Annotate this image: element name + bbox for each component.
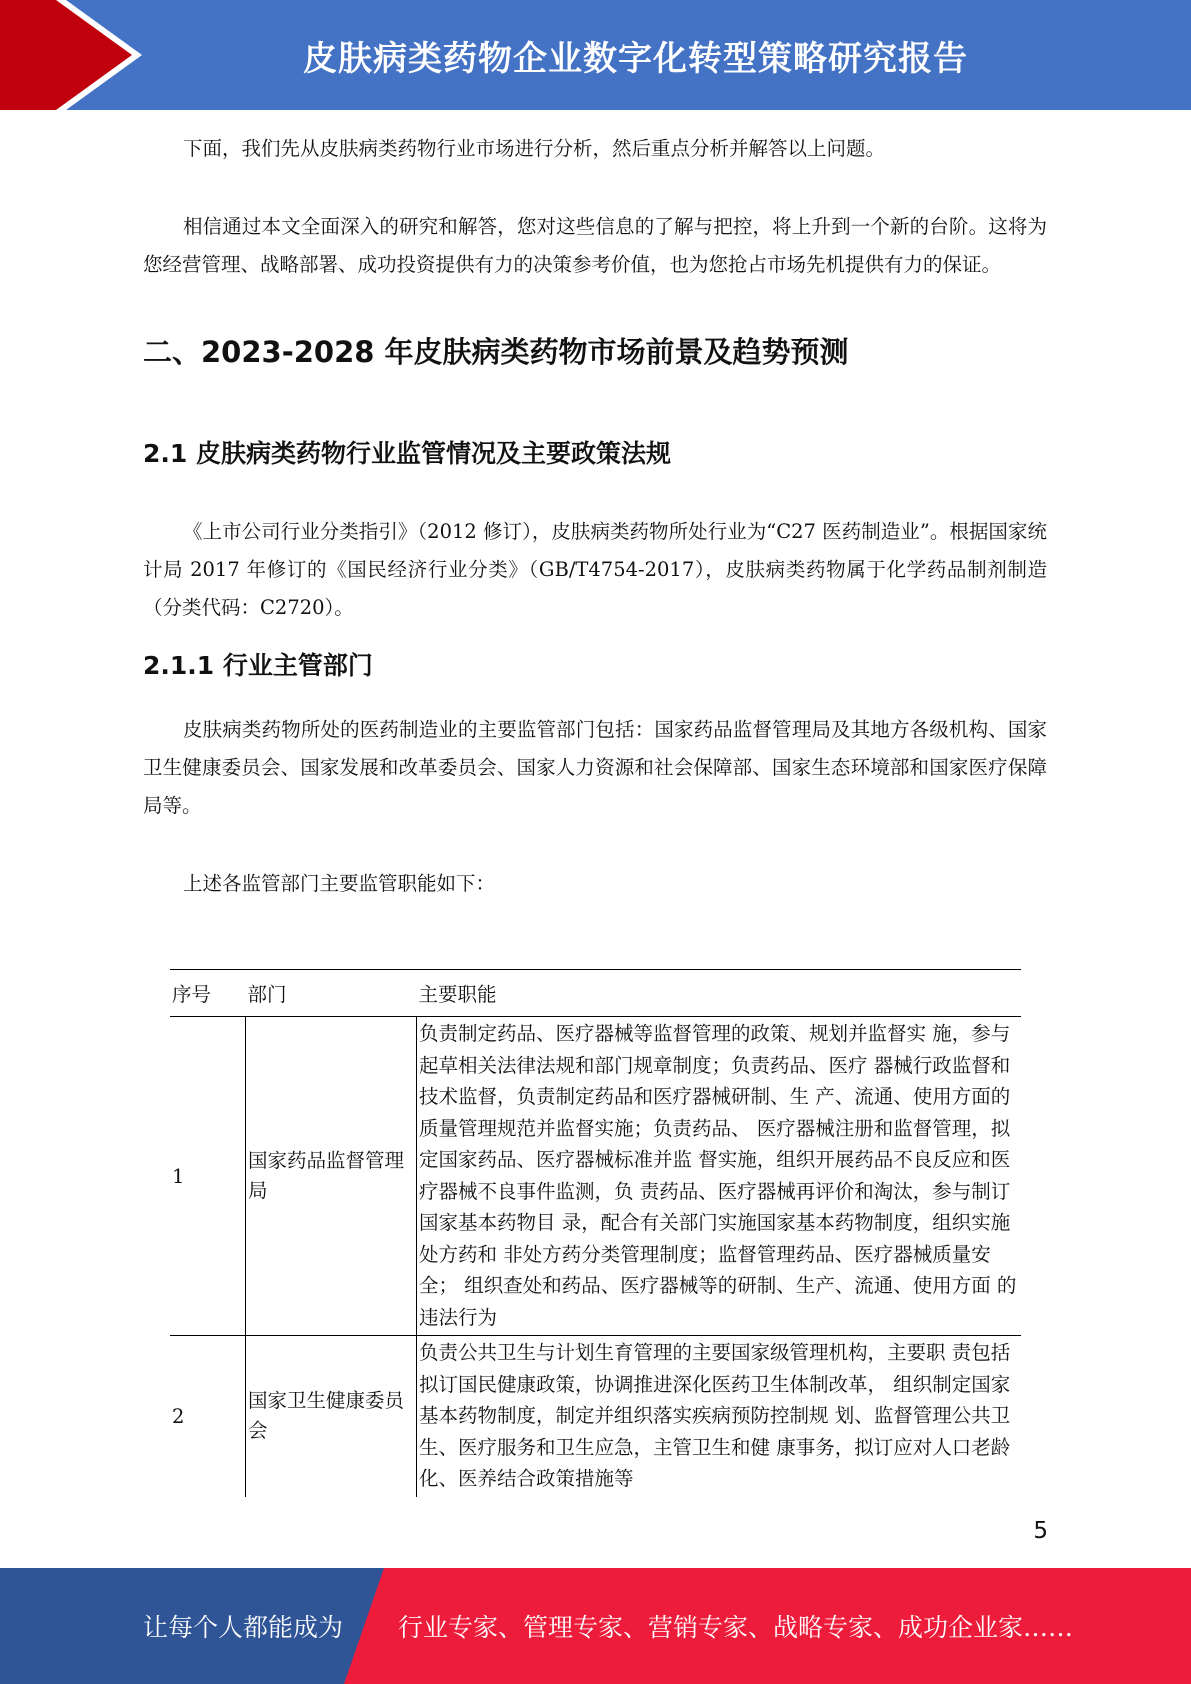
row-number: 1 <box>170 1017 246 1336</box>
department-duty: 负责制定药品、医疗器械等监督管理的政策、规划并监督实 施，参与起草相关法律法规和部门规章制度；负责药品、医疗 器械行政监督和技术监督，负责制定药品和医疗器械研制、生 产、流通、使用方面的质量管理规范并监督实施；负责药品、 医疗器械注册和监督管理，拟定国家药品、医疗器械标准并监 督实施，组织开展药品不良反应和医疗器械不良事件监测，负 责药品、医疗器械再评价和淘汰，参与制订国家基本药物目 录，配合有关部门实施国家基本药物制度，组织实施处方药和 非处方药分类管理制度；监督管理药品、医疗器械质量安全； 组织查处和药品、医疗器械等的研制、生产、流通、使用方面 的违法行为 <box>417 1017 1022 1336</box>
table-row <box>170 1017 1021 1336</box>
intro-paragraph-2: 相信通过本文全面深入的研究和解答，您对这些信息的了解与把控，将上升到一个新的台阶。这将为您经营管理、战略部署、成功投资提供有力的决策参考价值，也为您抢占市场先机提供有力的保证。 <box>143 215 1047 276</box>
header-cell-dept: 部门 <box>246 970 417 1017</box>
department-name: 国家卫生健康委员会 <box>246 1336 417 1497</box>
table-intro-paragraph: 上述各监管部门主要监管职能如下： <box>183 872 496 895</box>
footer-slogan-right: 行业专家、管理专家、营销专家、战略专家、成功企业家…… <box>398 1613 1074 1642</box>
section-heading-2: 二、2023-2028 年皮肤病类药物市场前景及趋势预测 <box>143 335 849 369</box>
header-arrow-icon <box>0 0 170 110</box>
page-footer-bar <box>0 1568 1191 1684</box>
department-duty: 负责公共卫生与计划生育管理的主要国家级管理机构，主要职 责包括拟订国民健康政策，协调推进深化医药卫生体制改革， 组织制定国家基本药物制度，制定并组织落实疾病预防控制规 划、监督管理公共卫生、医疗服务和卫生应急，主管卫生和健 康事务，拟订应对人口老龄化、医养结合政策措施等 <box>417 1336 1022 1497</box>
footer-slogan-left: 让每个人都能成为 <box>143 1613 344 1642</box>
page-header-bar <box>0 0 1191 110</box>
page-number: 5 <box>1033 1518 1048 1544</box>
table-header-row <box>170 970 1021 1017</box>
intro-paragraph-1: 下面，我们先从皮肤病类药物行业市场进行分析，然后重点分析并解答以上问题。 <box>183 137 886 160</box>
section-heading-2-1: 2.1 皮肤病类药物行业监管情况及主要政策法规 <box>143 439 671 468</box>
regulatory-duties-table <box>170 969 1021 1497</box>
classification-paragraph: 《上市公司行业分类指引》（2012 修订），皮肤病类药物所处行业为“C27 医药制造业”。根据国家统计局 2017 年修订的《国民经济行业分类》（GB/T4754-2017），皮肤病类药物属于化学药品制剂制造（分类代码：C2720）。 <box>143 520 1047 619</box>
header-cell-no: 序号 <box>170 970 246 1017</box>
header-cell-duty: 主要职能 <box>417 970 1022 1017</box>
department-name: 国家药品监督管理局 <box>246 1017 417 1336</box>
page-body <box>143 130 1047 903</box>
table-row <box>170 1336 1021 1497</box>
report-title: 皮肤病类药物企业数字化转型策略研究报告 <box>303 38 968 79</box>
departments-paragraph: 皮肤病类药物所处的医药制造业的主要监管部门包括：国家药品监督管理局及其地方各级机构、国家卫生健康委员会、国家发展和改革委员会、国家人力资源和社会保障部、国家生态环境部和国家医疗保障局等。 <box>143 718 1047 817</box>
row-number: 2 <box>170 1336 246 1497</box>
section-heading-2-1-1: 2.1.1 行业主管部门 <box>143 651 373 680</box>
